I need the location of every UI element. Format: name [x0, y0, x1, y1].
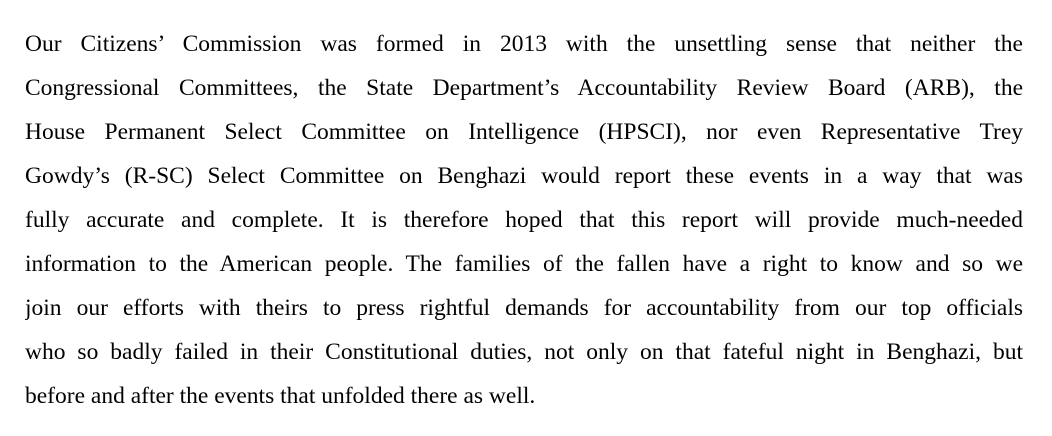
paragraph-line-2: Congressional Committees, the State Department’s Accountability Review Board (ARB), the	[25, 75, 1023, 101]
paragraph-line-4: Gowdy’s (R-SC) Select Committee on Benghazi would report these events in a way that was	[25, 163, 1023, 189]
paragraph-line-9: before and after the events that unfolded there as well.	[25, 383, 536, 409]
paragraph-line-5: fully accurate and complete. It is therefore hoped that this report will provide much-needed	[25, 207, 1023, 233]
body-paragraph	[25, 22, 1023, 418]
paragraph-line-7: join our efforts with theirs to press rightful demands for accountability from our top officials	[25, 295, 1023, 321]
paragraph-line-3: House Permanent Select Committee on Intelligence (HPSCI), nor even Representative Trey	[25, 119, 1023, 145]
paragraph-line-8: who so badly failed in their Constitutional duties, not only on that fateful night in Benghazi, but	[25, 339, 1023, 365]
paragraph-line-6: information to the American people. The families of the fallen have a right to know and so we	[25, 251, 1023, 277]
paragraph-line-1: Our Citizens’ Commission was formed in 2013 with the unsettling sense that neither the	[25, 31, 1023, 57]
